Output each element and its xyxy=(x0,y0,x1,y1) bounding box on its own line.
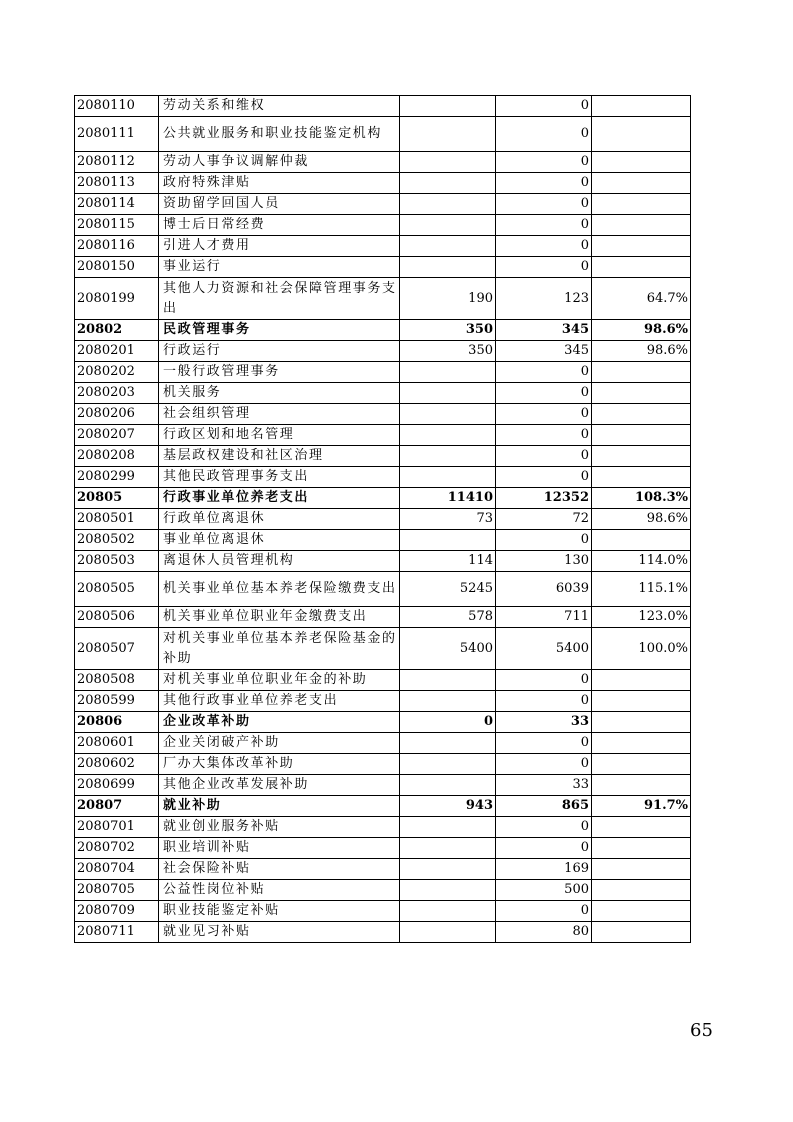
budget-amount-cell: 350 xyxy=(400,320,496,341)
budget-amount-cell xyxy=(400,817,496,838)
final-amount-cell: 0 xyxy=(496,362,592,383)
account-code-cell: 2080110 xyxy=(75,96,159,117)
item-name-cell: 就业创业服务补贴 xyxy=(159,817,400,838)
account-code-cell: 2080201 xyxy=(75,341,159,362)
table-row xyxy=(75,257,691,278)
item-name-cell: 企业关闭破产补助 xyxy=(159,733,400,754)
table-row xyxy=(75,509,691,530)
budget-amount-cell xyxy=(400,117,496,152)
account-code-cell: 20805 xyxy=(75,488,159,509)
completion-rate-cell xyxy=(592,236,691,257)
budget-amount-cell: 5400 xyxy=(400,628,496,670)
completion-rate-cell xyxy=(592,754,691,775)
item-name-cell: 就业见习补贴 xyxy=(159,922,400,943)
final-amount-cell: 711 xyxy=(496,607,592,628)
final-amount-cell: 80 xyxy=(496,922,592,943)
item-name-cell: 职业培训补贴 xyxy=(159,838,400,859)
final-amount-cell: 0 xyxy=(496,691,592,712)
completion-rate-cell xyxy=(592,446,691,467)
item-name-cell: 博士后日常经费 xyxy=(159,215,400,236)
item-name-cell: 职业技能鉴定补贴 xyxy=(159,901,400,922)
completion-rate-cell xyxy=(592,117,691,152)
account-code-cell: 2080601 xyxy=(75,733,159,754)
final-amount-cell: 0 xyxy=(496,446,592,467)
budget-amount-cell: 190 xyxy=(400,278,496,320)
account-code-cell: 2080503 xyxy=(75,551,159,572)
final-amount-cell: 345 xyxy=(496,341,592,362)
table-row xyxy=(75,152,691,173)
completion-rate-cell: 108.3% xyxy=(592,488,691,509)
item-name-cell: 其他民政管理事务支出 xyxy=(159,467,400,488)
table-row xyxy=(75,880,691,901)
item-name-cell: 劳动关系和维权 xyxy=(159,96,400,117)
table-row xyxy=(75,404,691,425)
completion-rate-cell xyxy=(592,467,691,488)
item-name-cell: 行政运行 xyxy=(159,341,400,362)
item-name-cell: 资助留学回国人员 xyxy=(159,194,400,215)
account-code-cell: 20806 xyxy=(75,712,159,733)
table-row xyxy=(75,341,691,362)
item-name-cell: 引进人才费用 xyxy=(159,236,400,257)
table-row xyxy=(75,754,691,775)
budget-amount-cell xyxy=(400,733,496,754)
item-name-cell: 基层政权建设和社区治理 xyxy=(159,446,400,467)
table-row xyxy=(75,173,691,194)
budget-amount-cell xyxy=(400,425,496,446)
account-code-cell: 2080699 xyxy=(75,775,159,796)
account-code-cell: 2080705 xyxy=(75,880,159,901)
budget-amount-cell xyxy=(400,754,496,775)
account-code-cell: 20802 xyxy=(75,320,159,341)
completion-rate-cell xyxy=(592,775,691,796)
item-name-cell: 离退休人员管理机构 xyxy=(159,551,400,572)
completion-rate-cell xyxy=(592,670,691,691)
budget-amount-cell: 350 xyxy=(400,341,496,362)
final-amount-cell: 0 xyxy=(496,257,592,278)
budget-amount-cell xyxy=(400,383,496,404)
account-code-cell: 2080203 xyxy=(75,383,159,404)
completion-rate-cell xyxy=(592,425,691,446)
budget-amount-cell xyxy=(400,173,496,194)
budget-amount-cell xyxy=(400,838,496,859)
completion-rate-cell xyxy=(592,712,691,733)
completion-rate-cell: 115.1% xyxy=(592,572,691,607)
table-row xyxy=(75,215,691,236)
final-amount-cell: 0 xyxy=(496,817,592,838)
budget-amount-cell xyxy=(400,194,496,215)
completion-rate-cell: 114.0% xyxy=(592,551,691,572)
item-name-cell: 一般行政管理事务 xyxy=(159,362,400,383)
item-name-cell: 行政事业单位养老支出 xyxy=(159,488,400,509)
account-code-cell: 20807 xyxy=(75,796,159,817)
table-row xyxy=(75,670,691,691)
final-amount-cell: 0 xyxy=(496,117,592,152)
account-code-cell: 2080701 xyxy=(75,817,159,838)
completion-rate-cell xyxy=(592,152,691,173)
table-row xyxy=(75,901,691,922)
completion-rate-cell: 100.0% xyxy=(592,628,691,670)
completion-rate-cell xyxy=(592,383,691,404)
item-name-cell: 机关服务 xyxy=(159,383,400,404)
item-name-cell: 民政管理事务 xyxy=(159,320,400,341)
final-amount-cell: 12352 xyxy=(496,488,592,509)
table-row xyxy=(75,796,691,817)
final-amount-cell: 0 xyxy=(496,152,592,173)
final-amount-cell: 0 xyxy=(496,467,592,488)
final-amount-cell: 0 xyxy=(496,215,592,236)
final-amount-cell: 0 xyxy=(496,670,592,691)
table-row xyxy=(75,383,691,404)
completion-rate-cell xyxy=(592,901,691,922)
final-amount-cell: 0 xyxy=(496,194,592,215)
account-code-cell: 2080704 xyxy=(75,859,159,880)
table-row xyxy=(75,362,691,383)
completion-rate-cell xyxy=(592,215,691,236)
item-name-cell: 政府特殊津贴 xyxy=(159,173,400,194)
account-code-cell: 2080502 xyxy=(75,530,159,551)
table-row xyxy=(75,733,691,754)
budget-amount-cell xyxy=(400,670,496,691)
account-code-cell: 2080208 xyxy=(75,446,159,467)
budget-amount-cell xyxy=(400,530,496,551)
table-row xyxy=(75,467,691,488)
final-amount-cell: 72 xyxy=(496,509,592,530)
account-code-cell: 2080114 xyxy=(75,194,159,215)
table-row xyxy=(75,859,691,880)
table-row xyxy=(75,572,691,607)
table-row xyxy=(75,530,691,551)
item-name-cell: 行政区划和地名管理 xyxy=(159,425,400,446)
item-name-cell: 对机关事业单位基本养老保险基金的补助 xyxy=(159,628,400,670)
account-code-cell: 2080505 xyxy=(75,572,159,607)
budget-amount-cell xyxy=(400,215,496,236)
table-body xyxy=(75,96,691,943)
final-amount-cell: 169 xyxy=(496,859,592,880)
final-amount-cell: 33 xyxy=(496,712,592,733)
account-code-cell: 2080199 xyxy=(75,278,159,320)
account-code-cell: 2080207 xyxy=(75,425,159,446)
completion-rate-cell: 64.7% xyxy=(592,278,691,320)
account-code-cell: 2080299 xyxy=(75,467,159,488)
completion-rate-cell xyxy=(592,362,691,383)
account-code-cell: 2080702 xyxy=(75,838,159,859)
budget-amount-cell xyxy=(400,691,496,712)
table-row xyxy=(75,117,691,152)
table-row xyxy=(75,446,691,467)
table-row xyxy=(75,194,691,215)
budget-amount-cell: 0 xyxy=(400,712,496,733)
item-name-cell: 社会组织管理 xyxy=(159,404,400,425)
completion-rate-cell xyxy=(592,404,691,425)
completion-rate-cell: 98.6% xyxy=(592,341,691,362)
completion-rate-cell xyxy=(592,96,691,117)
account-code-cell: 2080113 xyxy=(75,173,159,194)
budget-amount-cell: 114 xyxy=(400,551,496,572)
table-row xyxy=(75,488,691,509)
table-row xyxy=(75,817,691,838)
final-amount-cell: 0 xyxy=(496,838,592,859)
final-amount-cell: 0 xyxy=(496,383,592,404)
table-row xyxy=(75,278,691,320)
budget-amount-cell xyxy=(400,362,496,383)
account-code-cell: 2080711 xyxy=(75,922,159,943)
item-name-cell: 公共就业服务和职业技能鉴定机构 xyxy=(159,117,400,152)
completion-rate-cell: 98.6% xyxy=(592,320,691,341)
completion-rate-cell xyxy=(592,530,691,551)
budget-amount-cell xyxy=(400,467,496,488)
budget-amount-cell xyxy=(400,236,496,257)
table-row xyxy=(75,236,691,257)
page-number: 65 xyxy=(690,1020,713,1041)
account-code-cell: 2080112 xyxy=(75,152,159,173)
final-amount-cell: 123 xyxy=(496,278,592,320)
account-code-cell: 2080150 xyxy=(75,257,159,278)
budget-amount-cell xyxy=(400,152,496,173)
item-name-cell: 对机关事业单位职业年金的补助 xyxy=(159,670,400,691)
final-amount-cell: 0 xyxy=(496,901,592,922)
final-amount-cell: 0 xyxy=(496,96,592,117)
table-row xyxy=(75,691,691,712)
final-amount-cell: 0 xyxy=(496,173,592,194)
account-code-cell: 2080599 xyxy=(75,691,159,712)
item-name-cell: 机关事业单位职业年金缴费支出 xyxy=(159,607,400,628)
final-amount-cell: 500 xyxy=(496,880,592,901)
account-code-cell: 2080116 xyxy=(75,236,159,257)
table-row xyxy=(75,712,691,733)
item-name-cell: 公益性岗位补贴 xyxy=(159,880,400,901)
item-name-cell: 其他人力资源和社会保障管理事务支出 xyxy=(159,278,400,320)
budget-amount-cell: 943 xyxy=(400,796,496,817)
final-amount-cell: 33 xyxy=(496,775,592,796)
item-name-cell: 其他行政事业单位养老支出 xyxy=(159,691,400,712)
final-amount-cell: 0 xyxy=(496,754,592,775)
table-row xyxy=(75,922,691,943)
budget-amount-cell: 5245 xyxy=(400,572,496,607)
account-code-cell: 2080206 xyxy=(75,404,159,425)
completion-rate-cell xyxy=(592,173,691,194)
item-name-cell: 社会保险补贴 xyxy=(159,859,400,880)
item-name-cell: 厂办大集体改革补助 xyxy=(159,754,400,775)
budget-amount-cell xyxy=(400,257,496,278)
budget-table-container xyxy=(74,95,691,943)
budget-amount-cell: 578 xyxy=(400,607,496,628)
budget-amount-cell xyxy=(400,96,496,117)
item-name-cell: 劳动人事争议调解仲裁 xyxy=(159,152,400,173)
account-code-cell: 2080111 xyxy=(75,117,159,152)
budget-amount-cell: 73 xyxy=(400,509,496,530)
completion-rate-cell xyxy=(592,922,691,943)
table-row xyxy=(75,320,691,341)
account-code-cell: 2080501 xyxy=(75,509,159,530)
table-row xyxy=(75,775,691,796)
item-name-cell: 事业单位离退休 xyxy=(159,530,400,551)
completion-rate-cell xyxy=(592,691,691,712)
completion-rate-cell xyxy=(592,880,691,901)
account-code-cell: 2080709 xyxy=(75,901,159,922)
table-row xyxy=(75,838,691,859)
account-code-cell: 2080202 xyxy=(75,362,159,383)
final-amount-cell: 0 xyxy=(496,236,592,257)
completion-rate-cell: 91.7% xyxy=(592,796,691,817)
item-name-cell: 就业补助 xyxy=(159,796,400,817)
final-amount-cell: 6039 xyxy=(496,572,592,607)
final-amount-cell: 0 xyxy=(496,530,592,551)
budget-amount-cell xyxy=(400,901,496,922)
completion-rate-cell xyxy=(592,859,691,880)
final-amount-cell: 0 xyxy=(496,425,592,446)
budget-amount-cell xyxy=(400,859,496,880)
budget-amount-cell xyxy=(400,446,496,467)
item-name-cell: 其他企业改革发展补助 xyxy=(159,775,400,796)
budget-table xyxy=(74,95,691,943)
account-code-cell: 2080115 xyxy=(75,215,159,236)
budget-amount-cell xyxy=(400,404,496,425)
item-name-cell: 机关事业单位基本养老保险缴费支出 xyxy=(159,572,400,607)
completion-rate-cell xyxy=(592,257,691,278)
completion-rate-cell xyxy=(592,194,691,215)
completion-rate-cell: 98.6% xyxy=(592,509,691,530)
item-name-cell: 行政单位离退休 xyxy=(159,509,400,530)
completion-rate-cell: 123.0% xyxy=(592,607,691,628)
account-code-cell: 2080508 xyxy=(75,670,159,691)
table-row xyxy=(75,607,691,628)
item-name-cell: 企业改革补助 xyxy=(159,712,400,733)
table-row xyxy=(75,628,691,670)
table-row xyxy=(75,551,691,572)
completion-rate-cell xyxy=(592,838,691,859)
account-code-cell: 2080507 xyxy=(75,628,159,670)
item-name-cell: 事业运行 xyxy=(159,257,400,278)
final-amount-cell: 0 xyxy=(496,733,592,754)
account-code-cell: 2080506 xyxy=(75,607,159,628)
final-amount-cell: 345 xyxy=(496,320,592,341)
table-row xyxy=(75,96,691,117)
final-amount-cell: 130 xyxy=(496,551,592,572)
budget-amount-cell xyxy=(400,922,496,943)
budget-amount-cell xyxy=(400,880,496,901)
budget-amount-cell: 11410 xyxy=(400,488,496,509)
account-code-cell: 2080602 xyxy=(75,754,159,775)
completion-rate-cell xyxy=(592,733,691,754)
budget-amount-cell xyxy=(400,775,496,796)
table-row xyxy=(75,425,691,446)
completion-rate-cell xyxy=(592,817,691,838)
final-amount-cell: 5400 xyxy=(496,628,592,670)
final-amount-cell: 865 xyxy=(496,796,592,817)
final-amount-cell: 0 xyxy=(496,404,592,425)
